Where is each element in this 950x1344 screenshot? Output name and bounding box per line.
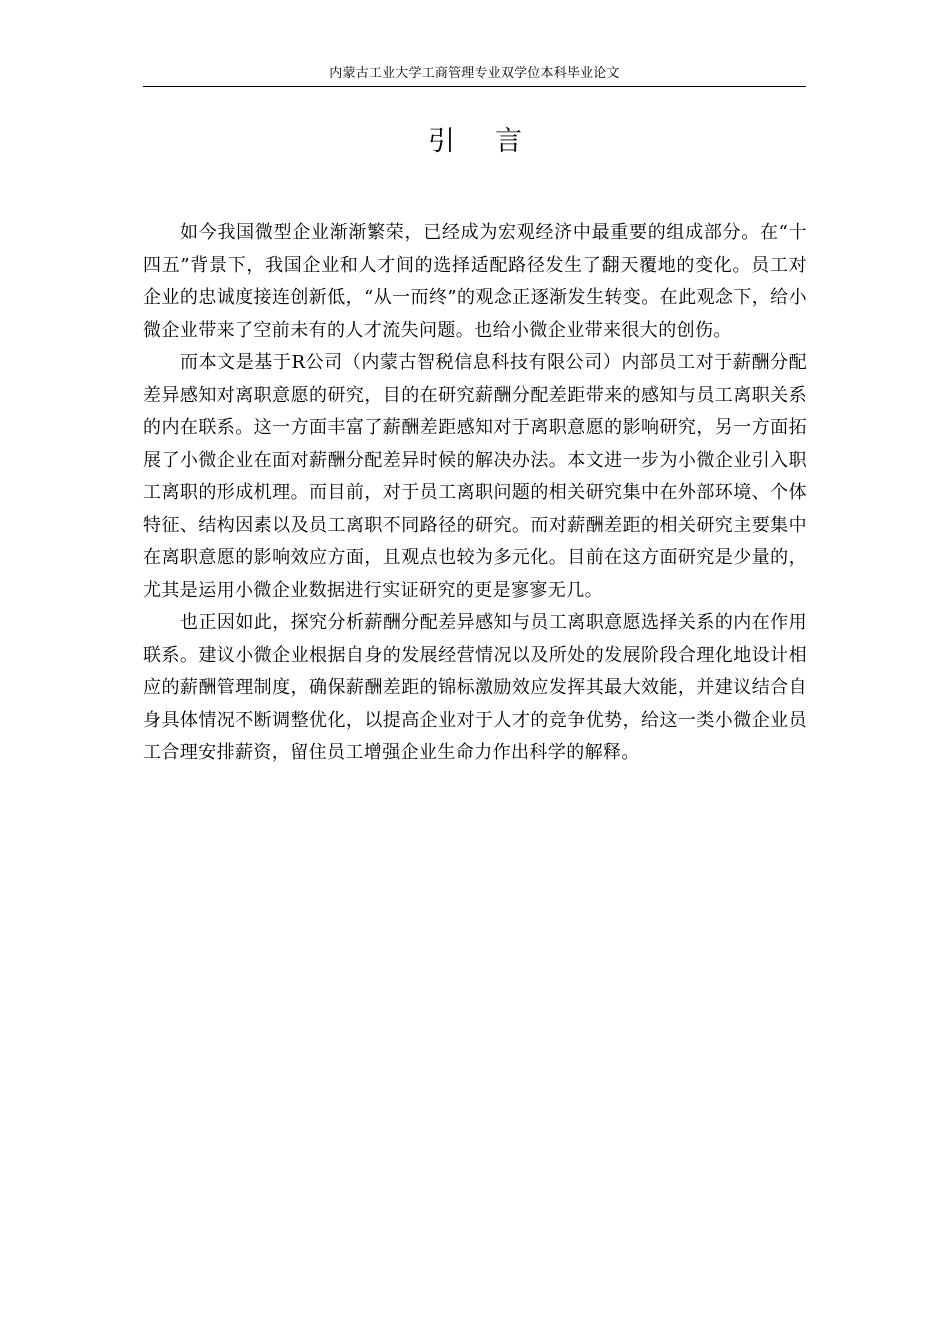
page-header-text: 内蒙古工业大学工商管理专业双学位本科毕业论文 (329, 66, 620, 81)
paragraph-2: 而本文是基于R公司（内蒙古智税信息科技有限公司）内部员工对于薪酬分配差异感知对离职意愿的研究，目的在研究薪酬分配差距带来的感知与员工离职关系的内在联系。这一方面丰富了薪酬差距感知对于离职意愿的影响研究，另一方面拓展了小微企业在面对薪酬分配差异时候的解决办法。本文进一步为小微企业引入职工离职的形成机理。而目前，对于员工离职问题的相关研究集中在外部环境、个体特征、结构因素以及员工离职不同路径的研究。而对薪酬差距的相关研究主要集中在离职意愿的影响效应方面，且观点也较为多元化。目前在这方面研究是少量的，尤其是运用小微企业数据进行实证研究的更是寥寥无几。 (143, 352, 807, 601)
body-text (143, 217, 807, 770)
paragraph-1: 如今我国微型企业渐渐繁荣，已经成为宏观经济中最重要的组成部分。在“十四五”背景下，我国企业和人才间的选择适配路径发生了翻天覆地的变化。员工对企业的忠诚度接连创新低，“从一而终”的观念正逐渐发生转变。在此观念下，给小微企业带来了空前未有的人才流失问题。也给小微企业带来很大的创伤。 (143, 222, 807, 341)
page-header (143, 64, 806, 87)
paragraph-3: 也正因如此，探究分析薪酬分配差异感知与员工离职意愿选择关系的内在作用联系。建议小微企业根据自身的发展经营情况以及所处的发展阶段合理化地设计相应的薪酬管理制度，确保薪酬差距的锦标激励效应发挥其最大效能，并建议结合自身具体情况不断调整优化，以提高企业对于人才的竞争优势，给这一类小微企业员工合理安排薪资，留住员工增强企业生命力作出科学的解释。 (143, 612, 807, 763)
section-title: 引言 (428, 126, 562, 157)
